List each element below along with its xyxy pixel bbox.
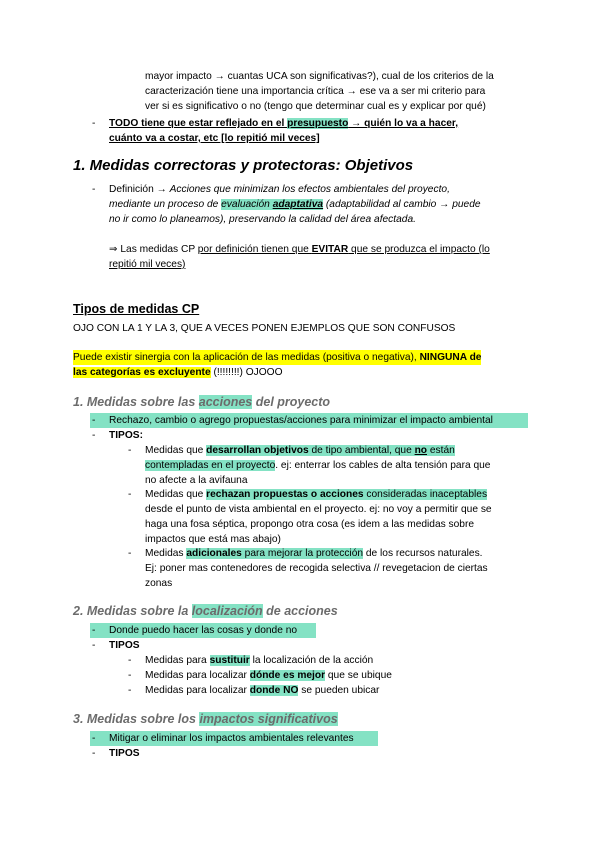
def-line-1: Acciones que minimizan los efectos ambientales del proyecto, (169, 184, 450, 195)
sinergia-a: Puede existir sinergia con la aplicación de las medidas (positiva o negativa), (73, 352, 420, 363)
m1-s2-dash: - (128, 489, 132, 500)
cp-d: que se produzca el impacto (lo (348, 244, 490, 255)
cp-c: EVITAR (311, 244, 349, 255)
m1-b1: Rechazo, cambio o agrego propuestas/acciones para minimizar el impacto ambiental (109, 415, 493, 426)
def-bullet: - (92, 184, 96, 195)
intro-line-3: ver si es significativo o no (tengo que determinar cual es y explicar por qué) (145, 101, 486, 112)
m2-s3-dash: - (128, 685, 132, 696)
def-evaluacion: evaluación adaptativa (221, 199, 324, 210)
m2-s2-highlight: dónde es mejor (249, 670, 326, 681)
tipos-title: Tipos de medidas CP (73, 302, 200, 316)
m2-sub-1: Medidas para sustituir la localización de la acción (145, 655, 374, 666)
m3-dash: - (92, 733, 96, 744)
m1-tipos-dash: - (92, 430, 96, 441)
def-adaptativa: adaptativa (272, 199, 324, 210)
cp-b: por definición tienen que (197, 244, 312, 255)
m1-dash: - (92, 415, 96, 426)
m3-bullet-row (90, 731, 378, 746)
m3-tipos-dash: - (92, 748, 96, 759)
m2-sub-3: Medidas para localizar donde NO se pueden ubicar (145, 685, 380, 696)
todo-bullet: - (92, 118, 96, 129)
m2-b1: Donde puedo hacer las cosas y donde no (109, 625, 298, 636)
m1-s2-highlight: rechazan propuestas o acciones (206, 489, 364, 500)
m2-s3-highlight: donde NO (249, 685, 299, 696)
m1-bullet-row (90, 413, 528, 428)
medidas-1-title: 1. Medidas sobre las acciones del proyecto (73, 395, 331, 409)
m1-sub-1: Medidas que desarrollan objetivos de tipo ambiental, que no están contempladas en el proyecto. ej: enterrar los cables de alta tensión para que no afecte a la avifauna (145, 445, 491, 486)
todo-text-b: → quién lo va a hacer, (348, 118, 459, 129)
m1-sub-2: Medidas que rechazan propuestas o acciones consideradas inaceptables desde el punto de vista ambiental en el proyecto. ej: no voy a permitir que se haga una fosa séptica, propongo otra cosa (es idem a las medidas sobre impactos que está mas abajo) (145, 489, 492, 545)
todo-highlight: presupuesto (287, 118, 349, 129)
m1-s1-no: no (414, 445, 428, 456)
m1-s1-dash: - (128, 445, 132, 456)
cp-e: repitió mil veces) (109, 259, 186, 270)
m1-s3-highlight: adicionales (186, 548, 242, 559)
todo-note (109, 116, 458, 146)
sinergia-d: (!!!!!!!!) OJOOO (210, 367, 283, 378)
cp-note (109, 242, 490, 272)
ojo-note: OJO CON LA 1 Y LA 3, QUE A VECES PONEN EJEMPLOS QUE SON CONFUSOS (73, 323, 456, 334)
m2-bullet-row (90, 623, 316, 638)
m2-s2-dash: - (128, 670, 132, 681)
medidas-3-title: 3. Medidas sobre los impactos significativos (73, 712, 338, 726)
m2-s1-dash: - (128, 655, 132, 666)
section-1-title: 1. Medidas correctoras y protectoras: Objetivos (73, 157, 414, 174)
m3-tipos: TIPOS (109, 748, 140, 759)
intro-line-2: caracterización tiene una importancia crítica → ese va a ser mi criterio para (145, 86, 486, 97)
def-line-2a: mediante un proceso de (109, 199, 222, 210)
todo-text-c: cuánto va a costar, etc [lo repitió mil veces] (109, 133, 320, 144)
medidas-2-title: 2. Medidas sobre la localización de acciones (73, 604, 338, 618)
sinergia-note (73, 350, 481, 380)
medidas-2-highlight: localización (191, 604, 263, 618)
def-line-3: no ir como lo planeamos), preservando la calidad del área afectada. (109, 214, 416, 225)
m2-s1-highlight: sustituir (209, 655, 250, 666)
cp-a: ⇒ Las medidas CP (109, 244, 198, 255)
m1-sub-3: Medidas adicionales para mejorar la protección de los recursos naturales. Ej: poner mas contenedores de recogida selectiva // revegetacion de ciertas zonas (145, 548, 488, 589)
definition-block (109, 182, 481, 227)
medidas-1-highlight: acciones (198, 395, 253, 409)
m2-tipos-dash: - (92, 640, 96, 651)
m2-dash: - (92, 625, 96, 636)
m1-s3-dash: - (128, 548, 132, 559)
todo-text-a: TODO tiene que estar reflejado en el (109, 118, 288, 129)
def-label: Definición → (109, 184, 170, 195)
intro-paragraph (145, 69, 494, 114)
sinergia-b: NINGUNA de (419, 352, 482, 363)
m1-tipos: TIPOS: (109, 430, 143, 441)
m2-sub-2: Medidas para localizar dónde es mejor que se ubique (145, 670, 392, 681)
def-line-2d: (adaptabilidad al cambio → puede (323, 199, 481, 210)
intro-line-1: mayor impacto → cuantas UCA son significativas?), cual de los criterios de la (145, 71, 494, 82)
m2-tipos: TIPOS (109, 640, 140, 651)
sinergia-c: las categorías es excluyente (73, 367, 211, 378)
m1-s1-highlight: desarrollan objetivos (206, 445, 309, 456)
m3-b1: Mitigar o eliminar los impactos ambientales relevantes (109, 733, 354, 744)
medidas-3-highlight: impactos significativos (199, 712, 338, 726)
